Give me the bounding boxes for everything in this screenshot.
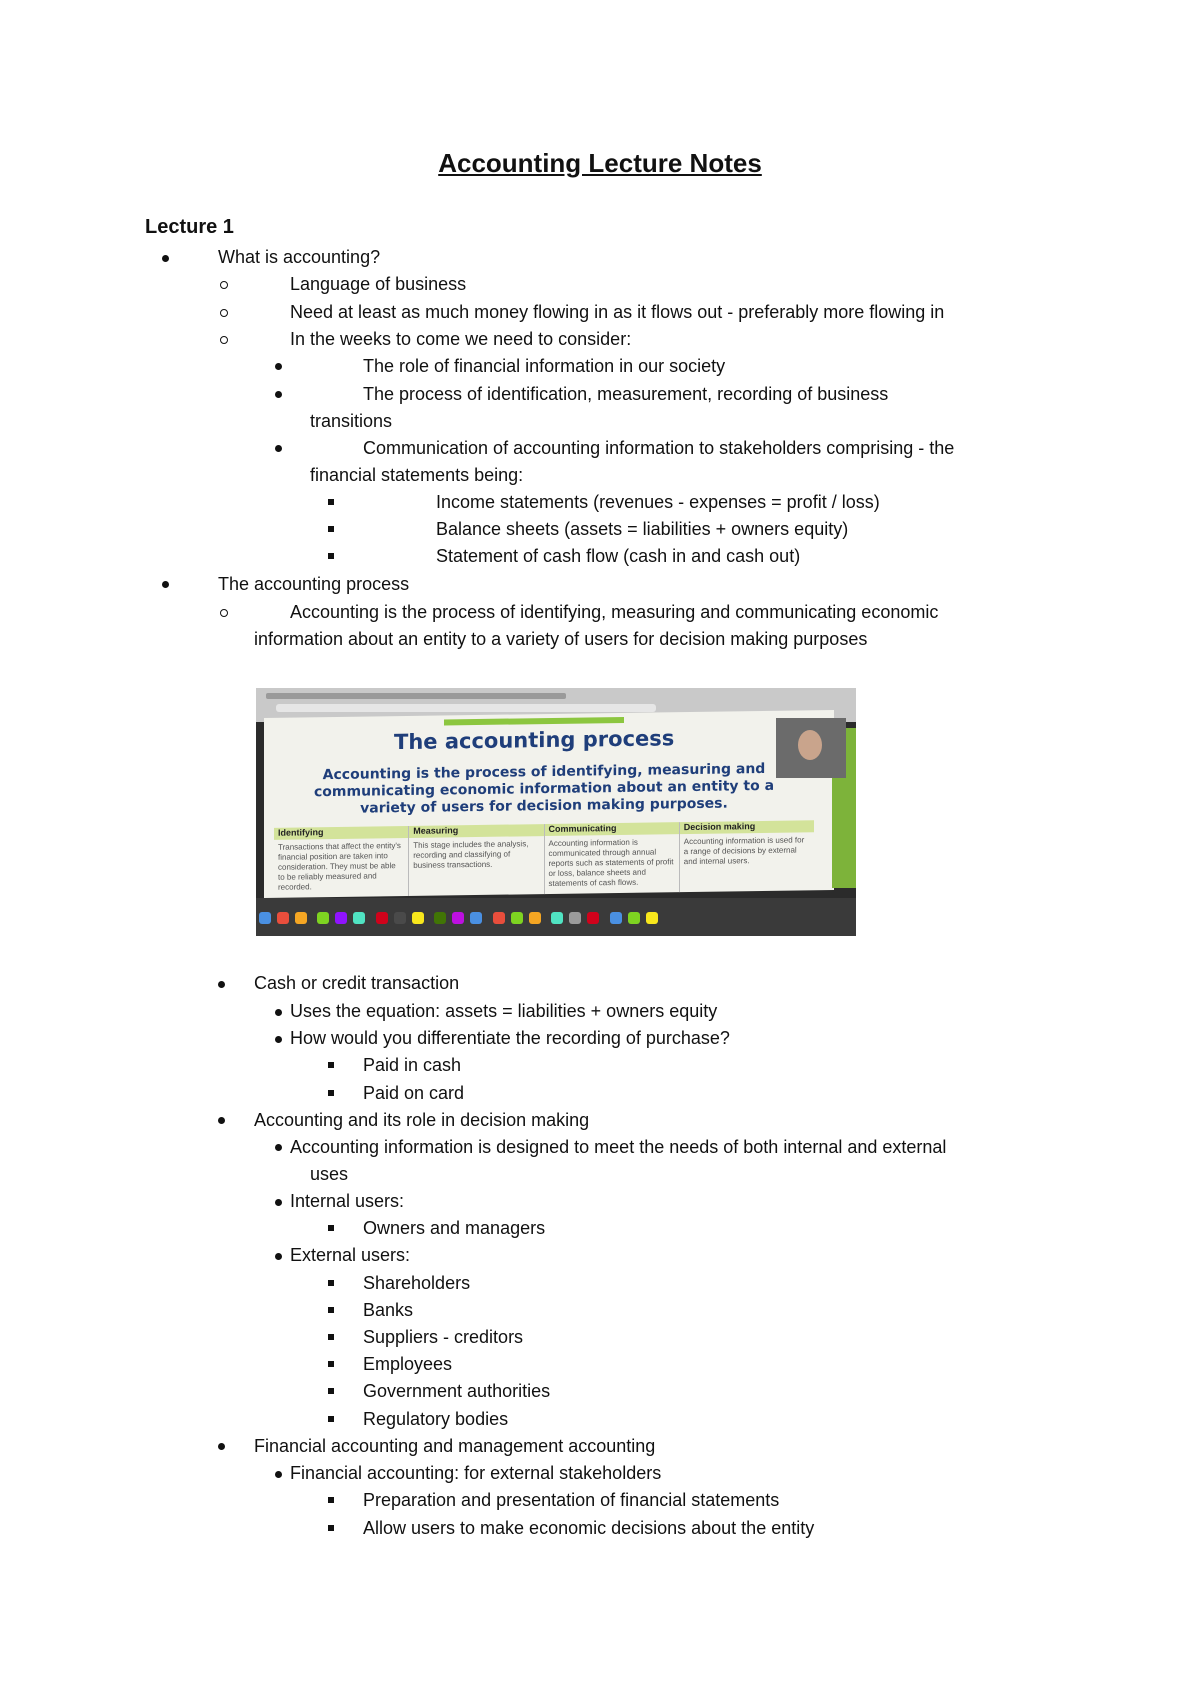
circle-bullet-icon xyxy=(220,602,228,617)
slide-table-cell: Transactions that affect the entity's financial position are taken into consideration. They must be able to be reliably measured and recorded. xyxy=(278,841,401,892)
square-bullet-icon xyxy=(328,1518,334,1531)
list-item: What is accounting? xyxy=(218,247,381,267)
lecture-slide-screenshot xyxy=(256,688,856,936)
bullet-icon xyxy=(218,1110,225,1124)
list-item: The process of identification, measurement, recording of business xyxy=(363,384,889,404)
bullet-icon xyxy=(218,1436,225,1450)
bullet-icon xyxy=(275,1246,282,1260)
circle-bullet-icon xyxy=(220,274,228,289)
slide-table-cell: This stage includes the analysis, recording and classifying of business transactions. xyxy=(413,839,529,870)
bullet-icon xyxy=(275,384,282,398)
bullet-icon xyxy=(162,248,169,262)
list-item: Employees xyxy=(363,1354,453,1374)
list-item: Financial accounting and management accounting xyxy=(254,1436,656,1456)
bullet-icon xyxy=(275,1137,282,1151)
square-bullet-icon xyxy=(328,1218,334,1231)
lecture-heading: Lecture 1 xyxy=(145,216,234,238)
list-item: Financial accounting: for external stakeholders xyxy=(290,1463,662,1483)
list-item-continuation: financial statements being: xyxy=(310,465,524,485)
list-item: Communication of accounting information to stakeholders comprising - the xyxy=(363,438,955,458)
list-item: Banks xyxy=(363,1300,414,1320)
list-item: Owners and managers xyxy=(363,1218,546,1238)
list-item: Cash or credit transaction xyxy=(254,973,460,993)
list-item: Government authorities xyxy=(363,1381,551,1401)
square-bullet-icon xyxy=(328,1083,334,1096)
square-bullet-icon xyxy=(328,546,334,559)
bullet-icon xyxy=(275,1002,282,1016)
list-item: Accounting is the process of identifying, measuring and communicating economic xyxy=(290,602,939,622)
list-item-continuation: transitions xyxy=(310,411,393,431)
list-item: In the weeks to come we need to consider: xyxy=(290,329,632,349)
bullet-icon xyxy=(275,356,282,370)
list-item: Balance sheets (assets = liabilities + owners equity) xyxy=(436,519,849,539)
slide-table-cell: Accounting information is communicated through annual reports such as statements of profit or loss, balance sheets and statements of cash flows. xyxy=(548,837,674,889)
app-dock xyxy=(256,898,856,936)
slide-table-header: Decision making xyxy=(680,820,814,834)
list-item: Regulatory bodies xyxy=(363,1409,509,1429)
list-item: Paid on card xyxy=(363,1083,465,1103)
slide-table xyxy=(274,820,814,898)
list-item: Allow users to make economic decisions about the entity xyxy=(363,1518,815,1538)
bullet-icon xyxy=(162,574,169,588)
list-item: Shareholders xyxy=(363,1273,471,1293)
bullet-icon xyxy=(275,1464,282,1478)
list-item-continuation: information about an entity to a variety of users for decision making purposes xyxy=(254,629,868,649)
square-bullet-icon xyxy=(328,1409,334,1422)
square-bullet-icon xyxy=(328,1300,334,1313)
list-item: Uses the equation: assets = liabilities + owners equity xyxy=(290,1001,718,1021)
square-bullet-icon xyxy=(328,1273,334,1286)
square-bullet-icon xyxy=(328,1381,334,1394)
list-item: Accounting information is designed to meet the needs of both internal and external xyxy=(290,1137,947,1157)
bullet-icon xyxy=(275,1192,282,1206)
square-bullet-icon xyxy=(328,1055,334,1068)
square-bullet-icon xyxy=(328,1327,334,1340)
list-item: Accounting and its role in decision making xyxy=(254,1110,590,1130)
square-bullet-icon xyxy=(328,519,334,532)
slide-title: The accounting process xyxy=(394,726,675,755)
square-bullet-icon xyxy=(328,1354,334,1367)
circle-bullet-icon xyxy=(220,302,228,317)
list-item: Statement of cash flow (cash in and cash out) xyxy=(436,546,801,566)
list-item: Suppliers - creditors xyxy=(363,1327,524,1347)
circle-bullet-icon xyxy=(220,329,228,344)
list-item: External users: xyxy=(290,1245,411,1265)
slide-table-header: Communicating xyxy=(545,822,679,836)
list-item: Need at least as much money flowing in as it flows out - preferably more flowing in xyxy=(290,302,945,322)
document-title: Accounting Lecture Notes xyxy=(438,148,762,178)
slide-text: Accounting is the process of identifying, measuring and communicating economic information about an entity to a variety of users for decision making purposes. xyxy=(313,760,775,817)
square-bullet-icon xyxy=(328,1490,334,1503)
list-item: Income statements (revenues - expenses = profit / loss) xyxy=(436,492,880,512)
slide xyxy=(264,710,834,898)
list-item: The accounting process xyxy=(218,574,410,594)
list-item: Language of business xyxy=(290,274,467,294)
list-item: The role of financial information in our society xyxy=(363,356,726,376)
list-item-continuation: uses xyxy=(310,1164,349,1184)
list-item: Preparation and presentation of financial statements xyxy=(363,1490,780,1510)
slide-table-header: Measuring xyxy=(409,824,543,838)
square-bullet-icon xyxy=(328,492,334,505)
slide-table-cell: Accounting information is used for a range of decisions by external and internal users. xyxy=(683,835,805,867)
bullet-icon xyxy=(275,438,282,452)
bullet-icon xyxy=(218,974,225,988)
slide-table-header: Identifying xyxy=(274,826,408,840)
bullet-icon xyxy=(275,1029,282,1043)
list-item: Paid in cash xyxy=(363,1055,462,1075)
list-item: How would you differentiate the recording of purchase? xyxy=(290,1028,730,1048)
webcam-video xyxy=(776,718,846,778)
list-item: Internal users: xyxy=(290,1191,405,1211)
